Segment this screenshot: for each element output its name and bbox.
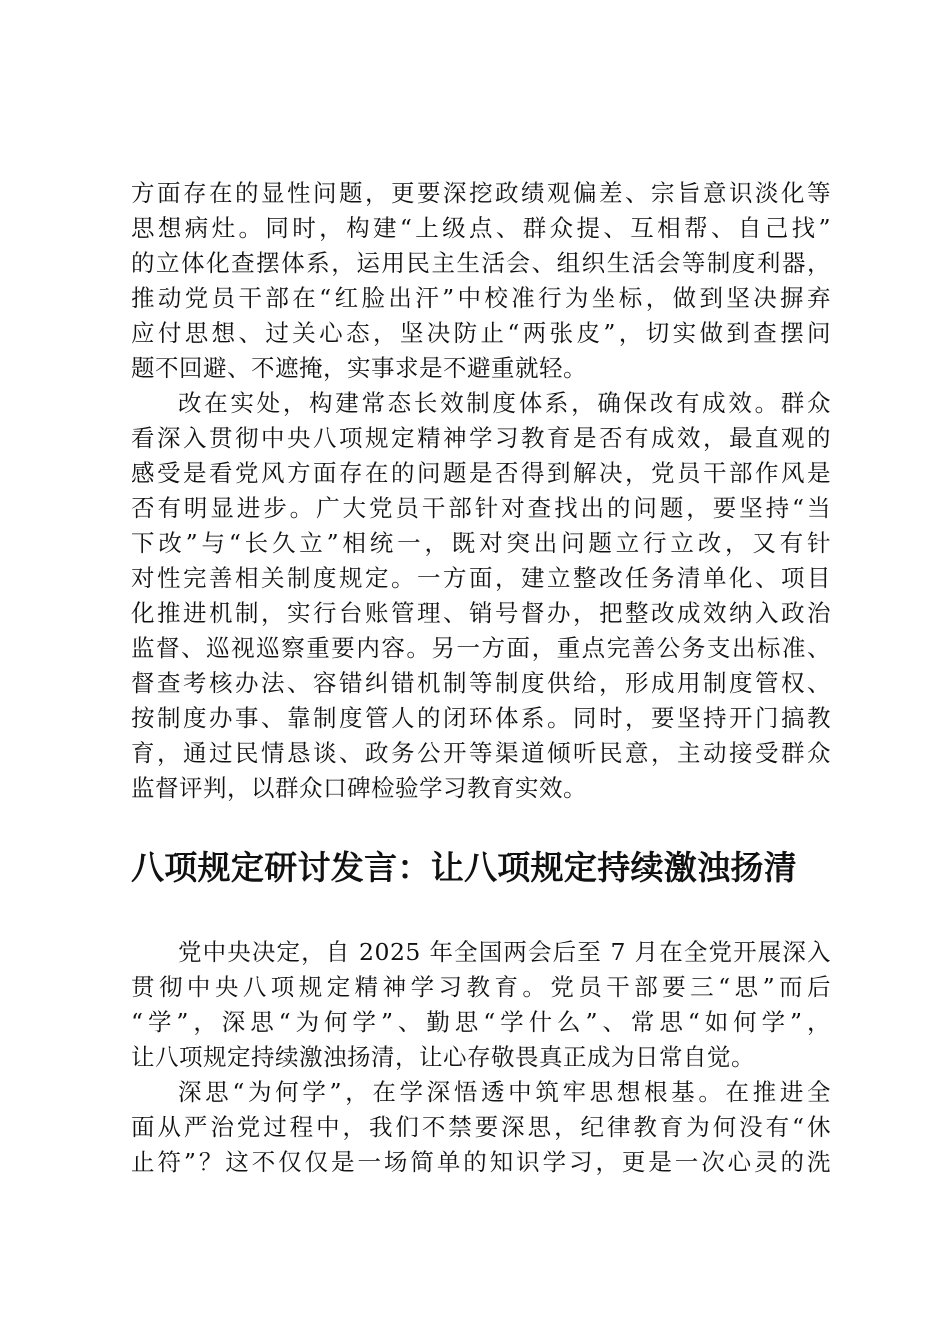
paragraph-reform (131, 386, 831, 806)
paragraph-intro (131, 935, 831, 1075)
section-heading: 八项规定研讨发言：让八项规定持续激浊扬清 (131, 848, 797, 887)
text-line: “学”，深思“为何学”、勤思“学什么”、常思“如何学”， (131, 1008, 831, 1036)
text-line: 改在实处，构建常态长效制度体系，确保改有成效。群众 (178, 389, 831, 417)
text-line: 贯彻中央八项规定精神学习教育。党员干部要三“思”而后 (131, 973, 831, 1001)
text-line: 题不回避、不遮掩，实事求是不避重就轻。 (131, 354, 587, 382)
text-line: 深思“为何学”，在学深悟透中筑牢思想根基。在推进全 (178, 1078, 831, 1106)
text-line: 育，通过民情恳谈、政务公开等渠道倾听民意，主动接受群众 (131, 739, 831, 767)
text-line: 监督评判，以群众口碑检验学习教育实效。 (131, 774, 587, 802)
text-line: 否有明显进步。广大党员干部针对查找出的问题，要坚持“当 (131, 494, 831, 522)
text-line: 下改”与“长久立”相统一，既对突出问题立行立改，又有针 (131, 529, 831, 557)
text-line: 督查考核办法、容错纠错机制等制度供给，形成用制度管权、 (131, 669, 831, 697)
text-line: 监督、巡视巡察重要内容。另一方面，重点完善公务支出标准、 (131, 634, 831, 662)
text-line: 按制度办事、靠制度管人的闭环体系。同时，要坚持开门搞教 (131, 704, 831, 732)
text-line: 党中央决定，自 2025 年全国两会后至 7 月在全党开展深入 (178, 938, 831, 966)
text-line: 面从严治党过程中，我们不禁要深思，纪律教育为何没有“休 (131, 1113, 831, 1141)
text-line: 让八项规定持续激浊扬清，让心存敬畏真正成为日常自觉。 (131, 1043, 755, 1071)
text-line: 化推进机制，实行台账管理、销号督办，把整改成效纳入政治 (131, 599, 831, 627)
text-line: 止符”？这不仅仅是一场简单的知识学习，更是一次心灵的洗 (131, 1148, 831, 1176)
paragraph-continuation (131, 176, 831, 386)
text-line: 看深入贯彻中央八项规定精神学习教育是否有成效，最直观的 (131, 424, 831, 452)
text-line: 方面存在的显性问题，更要深挖政绩观偏差、宗旨意识淡化等 (131, 179, 831, 207)
text-line: 应付思想、过关心态，坚决防止“两张皮”，切实做到查摆问 (131, 319, 831, 347)
text-line: 感受是看党风方面存在的问题是否得到解决，党员干部作风是 (131, 459, 831, 487)
text-line: 思想病灶。同时，构建“上级点、群众提、互相帮、自己找” (131, 214, 831, 242)
text-line: 的立体化查摆体系，运用民主生活会、组织生活会等制度利器， (131, 249, 831, 277)
paragraph-why-learn (131, 1075, 831, 1180)
text-line: 对性完善相关制度规定。一方面，建立整改任务清单化、项目 (131, 564, 831, 592)
text-line: 推动党员干部在“红脸出汗”中校准行为坐标，做到坚决摒弃 (131, 284, 831, 312)
